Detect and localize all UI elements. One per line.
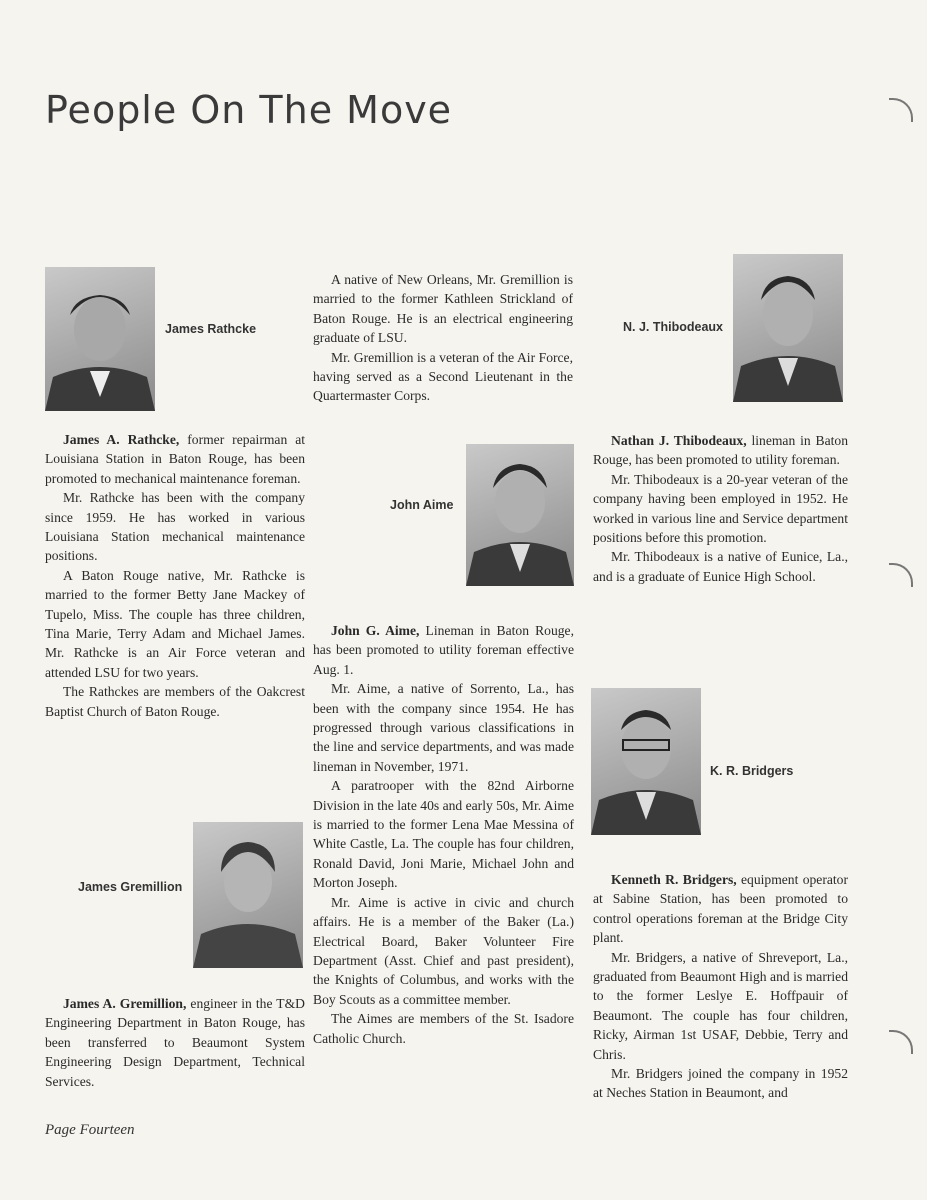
photo-john-aime: [466, 444, 574, 586]
paragraph: lineman in Baton Rouge, has been promoted to utility foreman.: [593, 433, 849, 468]
paragraph: Mr. Aime, a native of Sorrento, La., has been with the company since 1954. He has progressed through various classifications in the line and service departments, and was made lineman in November, 1971.: [313, 681, 574, 774]
caption-nj-thibodeaux: N. J. Thibodeaux: [623, 320, 724, 334]
paragraph: Mr. Bridgers, a native of Shreveport, La., graduated from Beaumont High and is married to the former Leslye E. Hoffpauir of Beaumont. The couple has four children, Ricky, Airman 1st USAF, Debbie, Terry and Chris.: [593, 949, 848, 1062]
paragraph: The Aimes are members of the St. Isadore Catholic Church.: [313, 1011, 574, 1046]
article-gremillion-lead: [45, 994, 305, 1091]
caption-james-rathcke: James Rathcke: [165, 322, 257, 336]
paragraph: Mr. Aime is active in civic and church affairs. He is a member of the Baker (La.) Electrical Board, Baker Volunteer Fire Department (Asst. Chief and past president), the Knights of Columbus, and works with the Boy Scouts as a committee member.: [313, 894, 574, 1007]
paragraph: Mr. Thibodeaux is a 20-year veteran of the company having been employed in 1952. He worked in various line and Service department positions before this promotion.: [593, 471, 848, 546]
article-gremillion-continued: [313, 270, 573, 406]
paragraph: equipment operator at Sabine Station, has been promoted to control operations foreman at the Bridge City plant.: [593, 872, 848, 946]
paragraph: The Rathckes are members of the Oakcrest Baptist Church of Baton Rouge.: [45, 684, 305, 719]
photo-nj-thibodeaux: [733, 254, 843, 402]
caption-james-gremillion: James Gremillion: [78, 880, 183, 894]
paragraph: engineer in the T&D Engineering Department in Baton Rouge, has been transferred to Beaumont System Engineering Design Department, Technical Services.: [45, 996, 305, 1089]
article-rathcke: [45, 430, 305, 721]
page-number: Page Fourteen: [45, 1122, 135, 1138]
paragraph: Mr. Bridgers joined the company in 1952 at Neches Station in Beaumont, and: [593, 1066, 848, 1101]
paragraph: Mr. Gremillion is a veteran of the Air Force, having served as a Second Lieutenant in the Quartermaster Corps.: [313, 349, 573, 404]
paragraph: Mr. Thibodeaux is a native of Eunice, La., and is a graduate of Eunice High School.: [593, 549, 848, 584]
punch-hole-mark: [889, 1030, 913, 1054]
photo-james-rathcke: [45, 267, 155, 411]
article-thibodeaux: [593, 431, 848, 586]
paragraph: former repairman at Louisiana Station in Baton Rouge, has been promoted to mechanical maintenance foreman.: [45, 432, 306, 486]
page-title: People On The Move: [45, 88, 453, 132]
article-bridgers: [593, 870, 848, 1103]
punch-hole-mark: [889, 98, 913, 122]
article-aime: [313, 621, 574, 1048]
caption-john-aime: John Aime: [390, 498, 454, 512]
name-lead: Nathan J. Thibodeaux,: [611, 433, 747, 448]
paragraph: Lineman in Baton Rouge, has been promoted to utility foreman effective Aug. 1.: [313, 623, 574, 677]
name-lead: Kenneth R. Bridgers,: [611, 872, 737, 887]
name-lead: James A. Gremillion,: [63, 996, 187, 1011]
paragraph: A native of New Orleans, Mr. Gremillion is married to the former Kathleen Strickland of Baton Rouge. He is an electrical engineering graduate of LSU.: [313, 272, 573, 346]
photo-james-gremillion: [193, 822, 303, 968]
paragraph: A Baton Rouge native, Mr. Rathcke is married to the former Betty Jane Mackey of Tupelo, Miss. The couple has three children, Tina Marie, Terry Adam and Michael James. Mr. Rathcke is an Air Force veteran and attended LSU for two years.: [45, 567, 305, 680]
name-lead: John G. Aime,: [331, 623, 420, 638]
paragraph: A paratrooper with the 82nd Airborne Division in the late 40s and early 50s, Mr. Aime is married to the former Lena Mae Messina of White Castle, La. The couple has four children, Ronald David, Joni Marie, Michael John and Morton Joseph.: [313, 778, 574, 891]
caption-kr-bridgers: K. R. Bridgers: [710, 764, 794, 778]
paragraph: Mr. Rathcke has been with the company since 1959. He has worked in various Louisiana Station mechanical maintenance positions.: [45, 490, 305, 564]
name-lead: James A. Rathcke,: [63, 432, 180, 447]
punch-hole-mark: [889, 563, 913, 587]
photo-kr-bridgers: [591, 688, 701, 835]
